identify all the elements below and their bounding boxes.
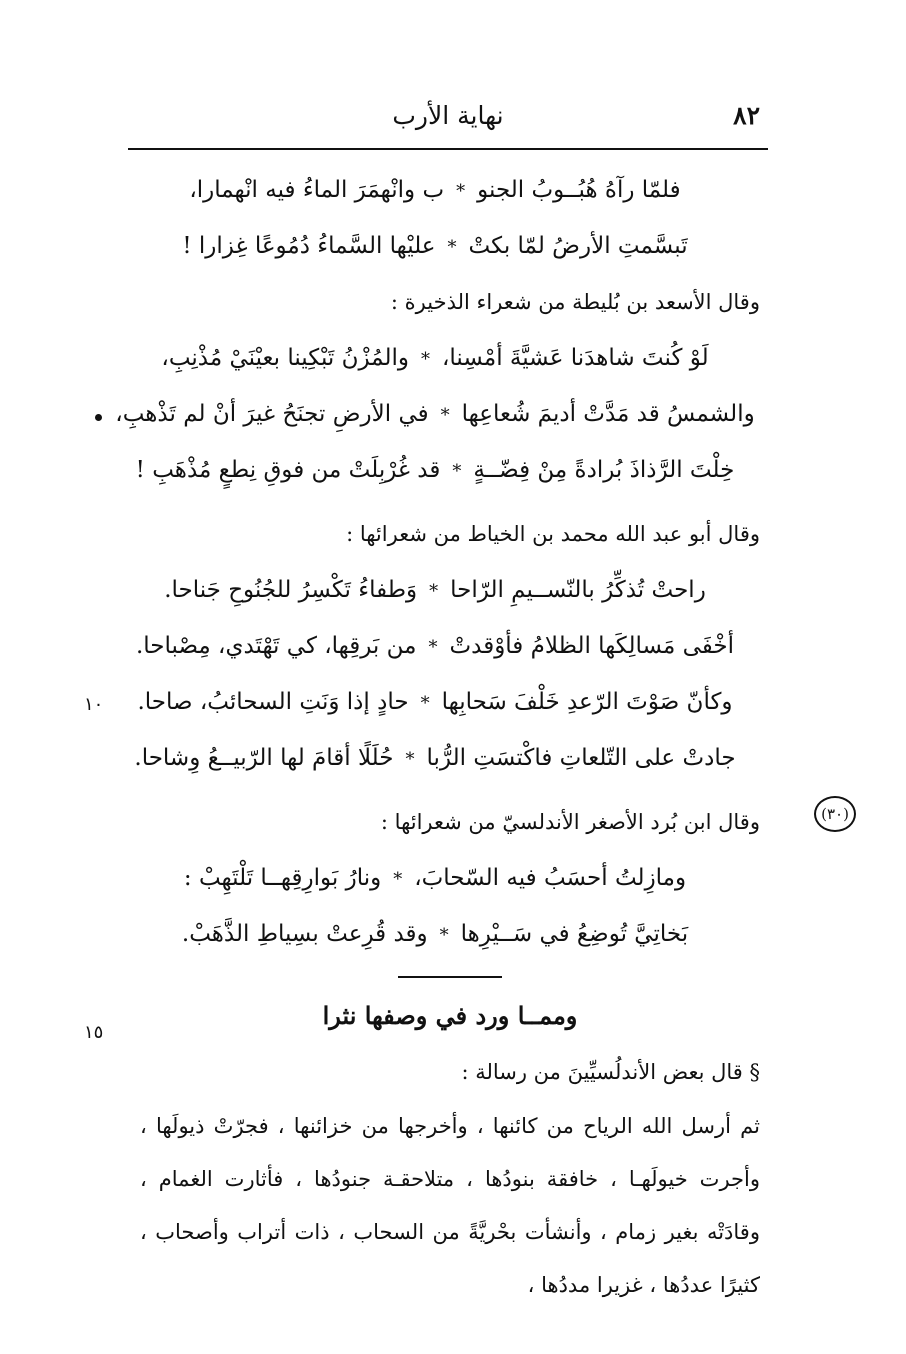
poem-verse <box>140 162 730 218</box>
poem-verse <box>140 906 730 962</box>
poem-verse <box>137 674 733 730</box>
poem-verse <box>140 562 730 618</box>
page-header <box>130 96 766 140</box>
verse-separator: * <box>420 693 430 714</box>
verse-first-hemistich: فلمّا رآهُ هُبُــوبُ الجنو <box>477 177 681 203</box>
verse-second-hemistich: وقد قُرِعتْ بسِياطِ الذَّهَبْ. <box>181 921 428 947</box>
section-divider <box>398 976 502 978</box>
verse-second-hemistich: والمُزْنُ تَبْكِينا بعيْنَيْ مُذْنِبِ، <box>161 345 409 371</box>
verse-separator: * <box>456 181 466 202</box>
poem-verse <box>135 618 735 674</box>
verse-second-hemistich: ب وانْهمَرَ الماءُ فيه انْهمارا، <box>189 177 445 203</box>
verse-second-hemistich: في الأرضِ تجنَحُ غيرَ أنْ لم تَذْهبِ، <box>115 401 429 427</box>
verse-first-hemistich: ومازِلتُ أحسَبُ فيه السّحابَ، <box>414 865 687 891</box>
verse-second-hemistich: حادٍ إذا وَنَتِ السحائبُ، صاحا. <box>137 689 409 715</box>
verse-first-hemistich: والشمسُ قد مَدَّتْ أديمَ شُعاعِها <box>461 401 755 427</box>
verse-second-hemistich: حُلَلًا أقامَ لها الرّبيــعُ وِشاحا. <box>134 745 394 771</box>
poem-verse <box>140 218 730 274</box>
verse-separator: * <box>428 637 438 658</box>
verse-separator: * <box>429 581 439 602</box>
poem-verse <box>140 330 730 386</box>
verse-second-hemistich: وَطفاءُ تَكْسِرُ للجُنُوحِ جَناحا. <box>164 577 418 603</box>
poem-intro: وقال أبو عبد الله محمد بن الخياط من شعرائها : <box>346 522 760 546</box>
verse-second-hemistich: من بَرقِها، كي تَهْتَدي، مِصْباحا. <box>135 633 417 659</box>
poem-verse <box>135 442 735 498</box>
prose-text: ثم أرسل الله الرياح من كائنها ، وأخرجها من خزائنها ، فجرّتْ ذيولَها ، وأجرت خيولَهـا ، خافقة بنودُها ، متلاحقـة جنودُها ، فأثارت الغمام ، وقادَتْه بغير زمام ، وأنشأت بحْريَّةً من السحاب ، ذات أتراب وأصحاب ، كثيرًا عددُها ، غزيرا مددُها ، <box>140 1114 760 1297</box>
margin-line-number-15: ١٥ <box>84 1022 104 1043</box>
page-title: نهاية الأرب <box>392 101 504 130</box>
verse-separator: * <box>452 461 462 482</box>
header-rule <box>128 148 768 150</box>
margin-dot <box>95 414 102 421</box>
verse-first-hemistich: أخْفَى مَسالِكَها الظلامُ فأوْقدتْ <box>449 633 735 659</box>
poem-verse <box>140 850 730 906</box>
verse-separator: * <box>439 925 449 946</box>
verse-first-hemistich: راحتْ تُذكِّرُ بالنّســيمِ الرّاحا <box>450 577 706 603</box>
poem-verse <box>134 730 736 786</box>
folio-badge: (٣٠) <box>814 796 856 832</box>
verse-first-hemistich: وكأنّ صَوْتَ الرّعدِ خَلْفَ سَحابِها <box>441 689 733 715</box>
verse-second-hemistich: عليْها السَّماءُ دُمُوعًا غِزارا ! <box>182 233 436 259</box>
verse-first-hemistich: جادتْ على التّلعاتِ فاكْتسَتِ الرُّبا <box>426 745 736 771</box>
verse-first-hemistich: خِلْتَ الرَّذاذَ بُرادةً مِنْ فِضّــةٍ <box>473 457 735 483</box>
prose-paragraph <box>140 1100 760 1312</box>
verse-first-hemistich: تَبسَّمتِ الأرضُ لمّا بكتْ <box>468 233 688 259</box>
verse-second-hemistich: قد غُرْبِلَتْ من فوقِ نِطعٍ مُذْهَبِ ! <box>135 457 441 483</box>
poem-intro: وقال ابن بُرد الأصغر الأندلسيّ من شعرائها : <box>380 810 760 834</box>
verse-first-hemistich: لَوْ كُنتَ شاهدَنا عَشيَّةَ أمْسِنا، <box>442 345 709 371</box>
margin-line-number-10: ١٠ <box>84 694 104 715</box>
section-heading: وممــا ورد في وصفها نثرا <box>322 1001 578 1030</box>
poem-verse <box>115 386 755 442</box>
verse-first-hemistich: بَخاتِيَّ تُوضِعُ في سَــيْرِها <box>460 921 689 947</box>
verse-separator: * <box>440 405 450 426</box>
verse-separator: * <box>447 237 457 258</box>
page-content <box>115 162 760 1312</box>
verse-separator: * <box>421 349 430 370</box>
verse-separator: * <box>393 869 403 890</box>
poem-intro: وقال الأسعد بن بُليطة من شعراء الذخيرة : <box>390 290 760 314</box>
verse-separator: * <box>405 749 415 770</box>
prose-intro: § قال بعض الأندلُسيِّينَ من رسالة : <box>461 1060 760 1084</box>
verse-second-hemistich: ونارُ بَوارِقِهــا تَلْتَهِبْ : <box>183 865 382 891</box>
page-number: ٨٢ <box>733 101 760 130</box>
